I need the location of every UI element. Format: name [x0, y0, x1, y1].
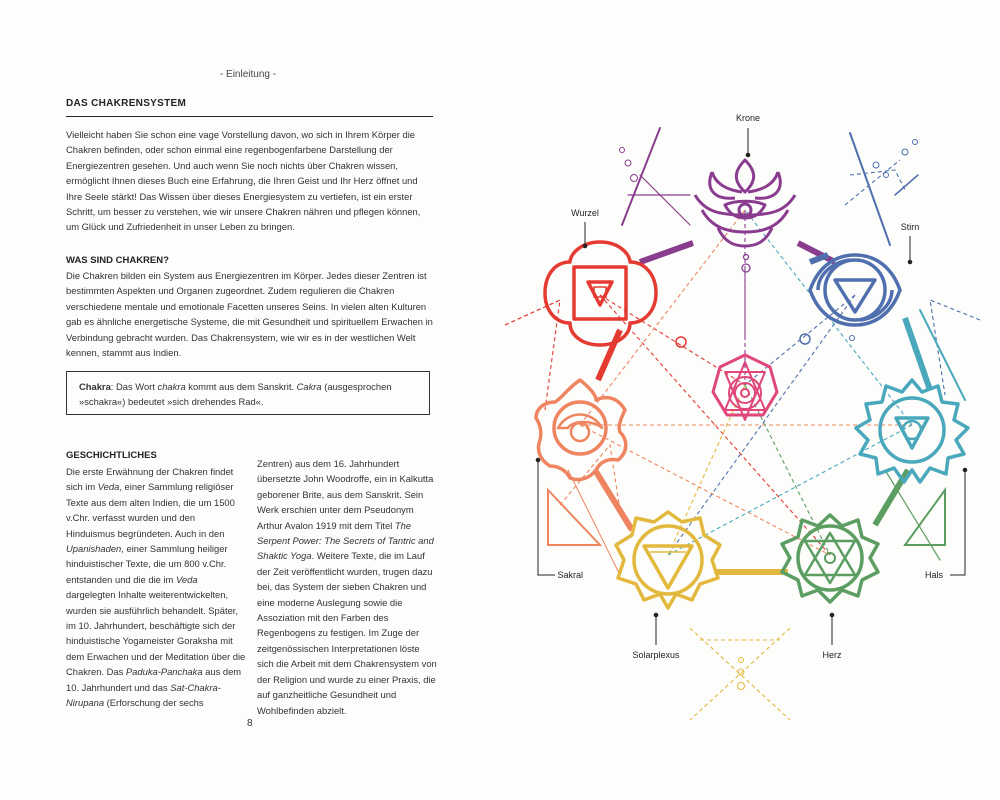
label-solarplexus: Solarplexus — [632, 650, 680, 660]
history-column-2 — [257, 456, 437, 718]
text-run: Zentren) aus dem 16. Jahrhundert übersetzte John Woodroffe, ein in Kalkutta geborener Brite, aus dem Sanskrit. Sein Werk erschien unter dem Pseudonym Arthur Avalon 1919 mit dem Titel — [257, 458, 434, 531]
label-herz: Herz — [822, 650, 842, 660]
running-header: - Einleitung - — [219, 69, 277, 80]
infobox-word: Cakra — [296, 381, 322, 392]
chakra-diagram — [480, 100, 1000, 720]
italic-term: Paduka-Panchaka — [125, 666, 203, 678]
infobox-text: kommt aus dem Sanskrit. — [185, 381, 297, 392]
history-column-1 — [66, 464, 246, 711]
what-are-paragraph: Die Chakren bilden ein System aus Energiezentren im Körper. Jedes dieser Zentren ist bestimmten Aspekten und Organen zugeordnet. Zudem regulieren die Chakren verschiedene mentale und emotionale Facetten unseres Seins. In vielen alten Kulturen gab es ähnliche energetische Systeme, die mit Gesundheit und spirituellem Erwachen in Verbindung gebracht wurden. Das Chakrensystem, wie wir es in der westlichen Welt kennen, stammt aus Indien. — [66, 270, 433, 359]
chakra-sakral — [536, 380, 626, 480]
chakra-herz — [782, 515, 878, 602]
infobox-word: chakra — [157, 381, 186, 392]
italic-term: Veda — [175, 573, 198, 585]
label-stirn: Stirn — [900, 222, 920, 232]
section-title: DAS CHAKRENSYSTEM — [66, 98, 187, 109]
text-run: Die erste Erwähnung der Chakren findet sich im — [66, 466, 234, 493]
intro-paragraph: Vielleicht haben Sie schon eine vage Vorstellung davon, wo sich in Ihrem Körper die Chakren befinden, oder schon einmal eine regenbogenfarbene Darstellung der Energiezentren gesehen. Und auch wenn Sie noch nichts über Chakren wissen, ermöglicht Ihnen dieses Buch eine Erfahrung, die Ihren Geist und Ihr Herz öffnet und Ihre Seele stärkt! Das Wissen über dieses Energiesystem zu vertiefen, ist ein erster Schritt, um besser zu verstehen, wie wir unsere Chakren nähren und pflegen können, um Glück und Zufriedenheit in unser Leben zu bringen. — [66, 129, 421, 233]
text-run: dargelegten Inhalte weiterentwickelten, wurden sie ausführlich behandelt. Später, im 10. Jahrhundert, beschäftigte sich der hinduistische Yogameister Goraksha mit dem Erwachen und der Meditation über die Chakren. Das — [66, 589, 246, 678]
text-run: (Erforschung der sechs — [104, 697, 204, 709]
page-number: 8 — [247, 718, 253, 729]
chakra-infobox — [66, 371, 430, 415]
infobox-text: : Das Wort — [110, 381, 158, 392]
text-run: . Weitere Texte, die im Lauf der Zeit veröffentlicht wurden, trugen dazu bei, das System der sieben Chakren und eine moderne Auslegung sowie die Assoziation mit den Farben des Regenbogens zu festigen. Im Zuge der zeitgenössischen Interpretationen löste sich die Arbeit mit dem Chakrensystem von der Religion und wurde zu einer Praxis, die auf ganzheitliche Gesundheit und Wohlbefinden abzielt. — [257, 550, 437, 716]
label-krone: Krone — [735, 113, 761, 123]
italic-term: Veda — [97, 481, 120, 493]
chakra-stirn — [810, 255, 900, 325]
italic-term: The Serpent Power: The Secrets of Tantric and Shaktic Yoga — [257, 519, 434, 562]
text-run: , einer Sammlung religiöser Texte aus dem alten Indien, die um 1500 v.Chr. verfasst wurden und den Hinduismus begründeten. Auch in den — [66, 481, 235, 539]
label-wurzel: Wurzel — [571, 208, 599, 218]
chakra-wurzel — [545, 242, 656, 345]
title-rule — [66, 116, 433, 117]
chakra-krone — [695, 160, 795, 246]
what-are-title: WAS SIND CHAKREN? — [66, 255, 169, 266]
infobox-term: Chakra — [79, 381, 111, 392]
infobox-text: (ausgesprochen »schakra«) bedeutet »sich drehendes Rad«. — [79, 381, 392, 408]
italic-term: Upanishaden — [66, 543, 122, 555]
italic-term: Sat-Chakra-Nirupana — [66, 681, 221, 709]
chakra-hals — [856, 380, 968, 482]
label-hals: Hals — [925, 570, 944, 580]
text-run: , einer Sammlung heiliger hinduistischer Texte, die um 800 v.Chr. entstanden und die die im — [66, 543, 228, 585]
history-title: GESCHICHTLICHES — [66, 450, 157, 461]
label-sakral: Sakral — [557, 570, 583, 580]
text-run: aus dem 10. Jahrhundert und das — [66, 666, 242, 693]
